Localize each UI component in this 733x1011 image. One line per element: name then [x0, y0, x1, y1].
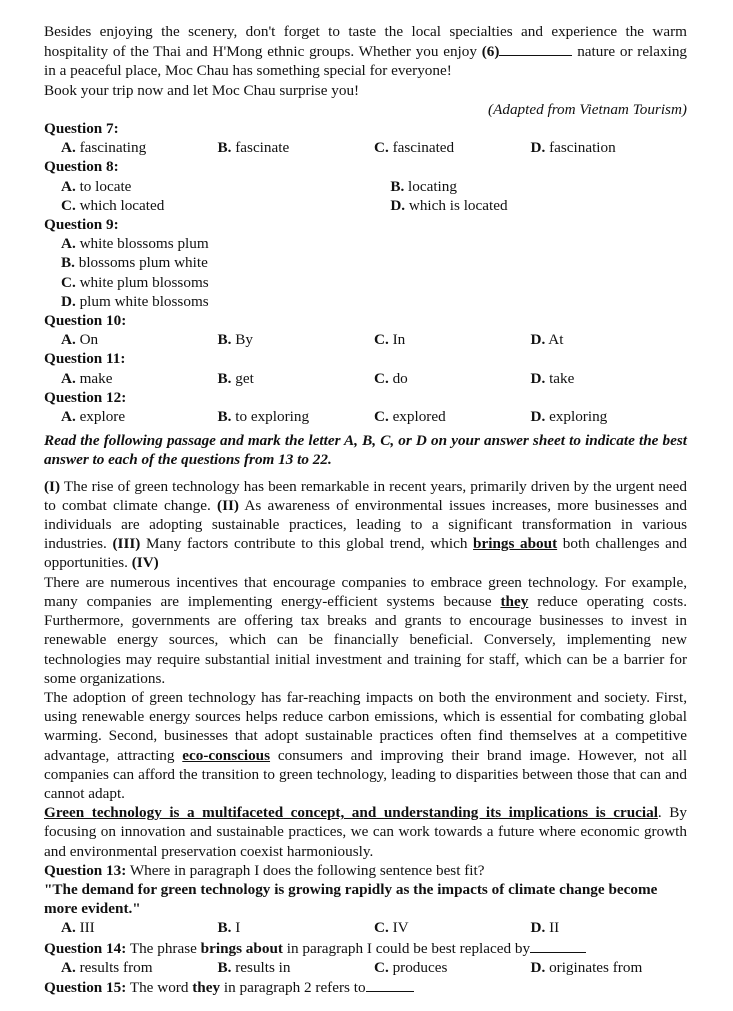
q14-option-a[interactable]: A. results from: [61, 958, 153, 976]
question-13-title: Question 13:: [44, 861, 127, 879]
q11-option-b[interactable]: B. get: [217, 369, 254, 387]
passage-paragraph-2: [44, 573, 687, 688]
q13-option-b[interactable]: B. I: [217, 919, 241, 937]
question-12-title: Question 12:: [44, 388, 127, 406]
passage-p3-text-2: consumers and improving their brand image. However, not all companies can afford the transition to green technology, leading to disparities between those that can and cannot adapt.: [44, 746, 688, 802]
question-13-quote: "The demand for green technology is growing rapidly as the impacts of climate change become more evident.": [44, 880, 658, 918]
question-8-options-row1: [44, 177, 687, 196]
question-15-title: Question 15:: [44, 978, 127, 996]
passage-p1-text-1: The rise of green technology has been remarkable in recent years, primarily driven by the urgent need to combat climate change.: [44, 477, 687, 514]
question-10-title: Question 10:: [44, 312, 127, 330]
question-13-options: [44, 918, 687, 937]
intro-text-a: Besides enjoying the scenery, don't forget to taste the local specialties and experience the warm hospitality of the Thai and H'Mong ethnic groups. Whether you enjoy: [44, 23, 687, 61]
intro-text-b: nature or relaxing in a peaceful place, Moc Chau has something special for everyone!: [44, 43, 688, 80]
q9-option-c[interactable]: C. white plum blossoms: [61, 273, 209, 291]
underlined-sentence-green-technology: Green technology is a multifaceted concept, and understanding its implications is crucial: [44, 804, 658, 822]
intro-paragraph: [44, 22, 687, 81]
question-10-options: [44, 330, 687, 349]
q8-option-d[interactable]: D. which is located: [390, 196, 508, 214]
q10-option-c[interactable]: C. In: [374, 331, 406, 349]
question-11-title: Question 11:: [44, 350, 126, 368]
question-14-options: [44, 958, 687, 977]
passage-p4-text-1: . By focusing on innovation and sustainable practices, we can work towards a future where economic growth and environmental preservation coexist harmoniously.: [44, 804, 687, 860]
question-15-stem: [44, 977, 687, 997]
question-9-title: Question 9:: [44, 216, 119, 234]
q12-option-d[interactable]: D. exploring: [530, 408, 608, 426]
question-15-text-b: in paragraph 2 refers to: [223, 978, 366, 996]
q9-option-b[interactable]: B. blossoms plum white: [61, 254, 208, 272]
q12-option-c[interactable]: C. explored: [374, 408, 446, 426]
question-7-title: Question 7:: [44, 120, 119, 138]
q10-option-b[interactable]: B. By: [217, 331, 253, 349]
q7-option-d[interactable]: D. fascination: [530, 139, 616, 157]
q9-option-d[interactable]: D. plum white blossoms: [61, 292, 209, 310]
q12-option-b[interactable]: B. to exploring: [217, 408, 310, 426]
passage-p2-text-2: reduce operating costs. Furthermore, governments are offering tax breaks and grants to encourage businesses to invest in renewable energy sources, which can be financially beneficial. Conversely, implementing new technologies may require substantial initial investment and training for staff, which can be a barrier for some organizations.: [44, 592, 688, 687]
passage-paragraph-4: [44, 803, 687, 861]
section-instruction: Read the following passage and mark the letter A, B, C, or D on your answer sheet to indicate the best answer to each of the questions from 13 to 22.: [44, 432, 687, 469]
q13-option-c[interactable]: C. IV: [374, 919, 409, 937]
source-citation: (Adapted from Vietnam Tourism): [488, 100, 687, 118]
question-14-stem: [44, 938, 687, 958]
q13-option-d[interactable]: D. II: [530, 919, 560, 937]
q13-option-a[interactable]: A. III: [61, 919, 95, 937]
marker-iii: (III): [112, 535, 141, 553]
q8-option-c[interactable]: C. which located: [61, 196, 165, 214]
passage-paragraph-1: [44, 477, 687, 573]
q11-option-d[interactable]: D. take: [530, 369, 575, 387]
marker-iv: (IV): [131, 554, 159, 572]
question-12-options: [44, 407, 687, 426]
q11-option-a[interactable]: A. make: [61, 369, 113, 387]
q10-option-a[interactable]: A. On: [61, 331, 99, 349]
underlined-phrase-brings-about: brings about: [473, 535, 558, 553]
q7-option-c[interactable]: C. fascinated: [374, 139, 455, 157]
question-15-text-a: The word: [129, 978, 189, 996]
q10-option-d[interactable]: D. At: [530, 331, 564, 349]
underlined-word-they: they: [500, 592, 529, 610]
q7-option-a[interactable]: A. fascinating: [61, 139, 147, 157]
q7-option-b[interactable]: B. fascinate: [217, 139, 290, 157]
underlined-word-eco-conscious: eco-conscious: [182, 746, 271, 764]
question-13-text: Where in paragraph I does the following sentence best fit?: [129, 861, 485, 879]
q8-option-a[interactable]: A. to locate: [61, 177, 132, 195]
question-7-options: [44, 138, 687, 157]
question-14-text-b: in paragraph I could be best replaced by: [286, 939, 531, 957]
answer-blank: [499, 41, 572, 56]
marker-i: (I): [44, 477, 61, 495]
q12-option-a[interactable]: A. explore: [61, 408, 126, 426]
passage-p2-text-1: There are numerous incentives that encourage companies to embrace green technology. For example, many companies are implementing energy-efficient systems because: [44, 573, 687, 610]
question-13-stem: [44, 861, 687, 880]
passage-p1-text-4: both challenges and opportunities.: [44, 535, 688, 572]
q14-option-b[interactable]: B. results in: [217, 958, 291, 976]
q14-option-c[interactable]: C. produces: [374, 958, 448, 976]
question-14-text-a: The phrase: [129, 939, 197, 957]
exam-page: [44, 22, 687, 997]
question-11-options: [44, 369, 687, 388]
intro-closing: Book your trip now and let Moc Chau surprise you!: [44, 81, 360, 99]
passage-p3-text-1: The adoption of green technology has far-reaching impacts on both the environment and society. First, using renewable energy sources helps reduce carbon emissions, which is essential for combating global warming. Second, businesses that adopt sustainable practices often find themselves at a competitive advantage, attracting: [44, 688, 687, 764]
question-14-title: Question 14:: [44, 939, 127, 957]
passage-p1-text-2: As awareness of environmental issues increases, more businesses and individuals are adopting sustainable practices, leading to a significant transformation in various industries.: [44, 496, 688, 553]
q11-option-c[interactable]: C. do: [374, 369, 408, 387]
passage-p1-text-3: Many factors contribute to this global trend, which: [145, 535, 468, 553]
question-8-title: Question 8:: [44, 158, 119, 176]
gap-6-number: (6): [481, 43, 500, 61]
answer-blank: [530, 938, 586, 953]
question-15-word: they: [192, 978, 221, 996]
passage-paragraph-3: [44, 688, 687, 803]
q8-option-b[interactable]: B. locating: [390, 177, 457, 195]
q14-option-d[interactable]: D. originates from: [530, 958, 643, 976]
q9-option-a[interactable]: A. white blossoms plum: [61, 235, 209, 253]
question-14-phrase: brings about: [200, 939, 283, 957]
answer-blank: [366, 977, 414, 992]
marker-ii: (II): [217, 496, 239, 514]
question-8-options-row2: [44, 196, 687, 215]
